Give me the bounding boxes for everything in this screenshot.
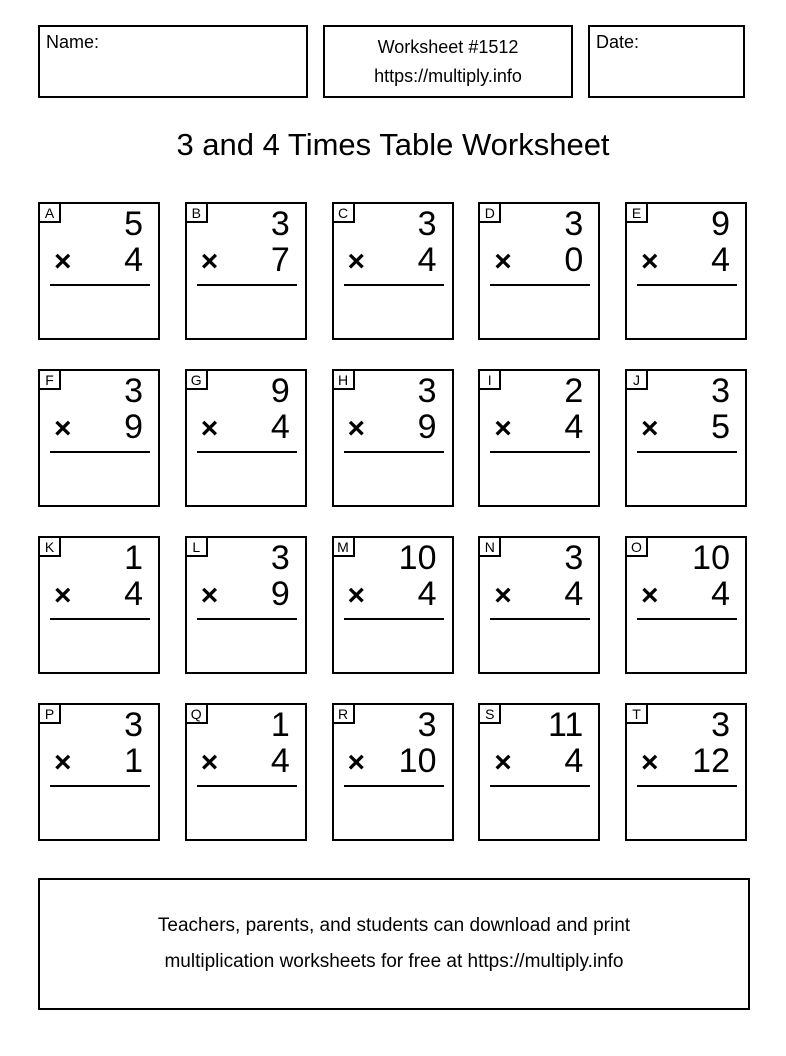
multiplier: 1 (124, 742, 143, 780)
multiplier: 9 (124, 408, 143, 446)
multiplicand: 3 (417, 205, 437, 243)
problem-label: D (480, 204, 501, 223)
multiplicand: 1 (270, 706, 290, 744)
multiply-icon: × (641, 579, 659, 612)
multiplier: 4 (124, 575, 143, 613)
footer-note-box (38, 878, 750, 1010)
problem-label: T (627, 705, 648, 724)
multiply-icon: × (494, 245, 512, 278)
problem-box-q (185, 703, 307, 841)
multiply-icon: × (347, 746, 366, 779)
multiplicand: 3 (270, 539, 290, 577)
multiplier: 12 (692, 742, 730, 780)
multiplicand: 3 (711, 372, 730, 410)
problem-box-o (625, 536, 747, 674)
multiplicand: 11 (547, 706, 584, 744)
footer-line-1: Teachers, parents, and students can download and print (157, 915, 631, 936)
multiplier: 9 (417, 408, 437, 446)
multiplicand: 5 (124, 205, 143, 243)
multiply-icon: × (200, 245, 219, 278)
multiplier: 4 (417, 575, 437, 613)
problem-box-j (625, 369, 747, 507)
problem-box-b (185, 202, 307, 340)
answer-line (344, 785, 444, 787)
multiplicand: 3 (124, 372, 143, 410)
problem-box-g (185, 369, 307, 507)
multiplier: 4 (270, 408, 290, 446)
problem-label: K (40, 538, 61, 557)
multiplier: 9 (270, 575, 290, 613)
answer-line (490, 618, 590, 620)
worksheet-info-box (323, 25, 573, 98)
answer-line (50, 785, 150, 787)
multiply-icon: × (347, 579, 366, 612)
problem-box-h (332, 369, 454, 507)
problem-box-i (478, 369, 600, 507)
problem-label: C (334, 204, 355, 223)
problem-label: H (334, 371, 355, 390)
multiplier: 4 (417, 241, 437, 279)
multiplicand: 3 (270, 205, 290, 243)
problems-grid (38, 202, 747, 841)
answer-line (344, 284, 444, 286)
multiply-icon: × (54, 412, 72, 445)
multiply-icon: × (494, 412, 512, 445)
multiplicand: 3 (417, 706, 437, 744)
problem-label: J (627, 371, 648, 390)
multiplicand: 1 (124, 539, 143, 577)
answer-line (637, 451, 737, 453)
multiply-icon: × (347, 245, 366, 278)
multiply-icon: × (347, 412, 366, 445)
multiplier: 4 (270, 742, 290, 780)
problem-label: S (480, 705, 501, 724)
multiplier: 10 (398, 742, 437, 780)
answer-line (197, 618, 297, 620)
answer-line (50, 618, 150, 620)
date-label: Date: (596, 32, 640, 52)
name-field-box (38, 25, 308, 98)
multiplicand: 9 (711, 205, 730, 243)
problem-label: Q (187, 705, 208, 724)
multiply-icon: × (54, 245, 72, 278)
problem-label: B (187, 204, 208, 223)
problem-box-l (185, 536, 307, 674)
answer-line (490, 785, 590, 787)
answer-line (344, 451, 444, 453)
problem-box-f (38, 369, 160, 507)
problem-box-m (332, 536, 454, 674)
multiply-icon: × (200, 746, 219, 779)
problem-label: E (627, 204, 648, 223)
multiplicand: 3 (711, 706, 730, 744)
page-title: 3 and 4 Times Table Worksheet (176, 127, 610, 162)
problem-label: M (334, 538, 355, 557)
answer-line (50, 284, 150, 286)
answer-line (197, 284, 297, 286)
multiplier: 4 (564, 575, 584, 613)
multiply-icon: × (200, 579, 219, 612)
problem-box-n (478, 536, 600, 674)
multiply-icon: × (54, 579, 72, 612)
problem-label: L (187, 538, 208, 557)
answer-line (344, 618, 444, 620)
multiplicand: 10 (692, 539, 730, 577)
multiply-icon: × (200, 412, 219, 445)
problem-box-s (478, 703, 600, 841)
date-field-box (588, 25, 745, 98)
multiplier: 4 (711, 241, 730, 279)
multiplier: 5 (711, 408, 730, 446)
answer-line (637, 785, 737, 787)
worksheet-number: Worksheet #1512 (377, 36, 519, 57)
problem-label: N (480, 538, 501, 557)
multiplicand: 3 (564, 205, 584, 243)
problem-label: O (627, 538, 648, 557)
answer-line (637, 618, 737, 620)
problem-box-k (38, 536, 160, 674)
problem-box-e (625, 202, 747, 340)
answer-line (50, 451, 150, 453)
multiplicand: 10 (398, 539, 437, 577)
footer-line-2: multiplication worksheets for free at https://multiply.info (164, 951, 624, 972)
multiply-icon: × (641, 412, 659, 445)
problem-label: P (40, 705, 61, 724)
name-label: Name: (46, 32, 100, 52)
multiplicand: 3 (417, 372, 437, 410)
multiply-icon: × (641, 245, 659, 278)
problem-box-p (38, 703, 160, 841)
multiplier: 0 (564, 241, 584, 279)
problem-label: A (40, 204, 61, 223)
answer-line (490, 284, 590, 286)
multiplier: 7 (270, 241, 290, 279)
problem-box-t (625, 703, 747, 841)
problem-label: G (187, 371, 208, 390)
problem-box-r (332, 703, 454, 841)
multiplicand: 9 (270, 372, 290, 410)
multiply-icon: × (641, 746, 659, 779)
multiplicand: 3 (124, 706, 143, 744)
problem-box-d (478, 202, 600, 340)
multiply-icon: × (494, 746, 512, 779)
multiplier: 4 (124, 241, 143, 279)
multiplier: 4 (564, 742, 584, 780)
problem-label: R (334, 705, 355, 724)
problem-box-a (38, 202, 160, 340)
answer-line (490, 451, 590, 453)
multiplier: 4 (711, 575, 730, 613)
answer-line (637, 284, 737, 286)
multiplicand: 2 (564, 372, 584, 410)
multiplier: 4 (564, 408, 584, 446)
problem-label: F (40, 371, 61, 390)
answer-line (197, 451, 297, 453)
multiply-icon: × (494, 579, 512, 612)
problem-label: I (480, 371, 501, 390)
answer-line (197, 785, 297, 787)
multiplicand: 3 (564, 539, 584, 577)
multiply-icon: × (54, 746, 72, 779)
worksheet-url: https://multiply.info (374, 65, 522, 86)
problem-box-c (332, 202, 454, 340)
